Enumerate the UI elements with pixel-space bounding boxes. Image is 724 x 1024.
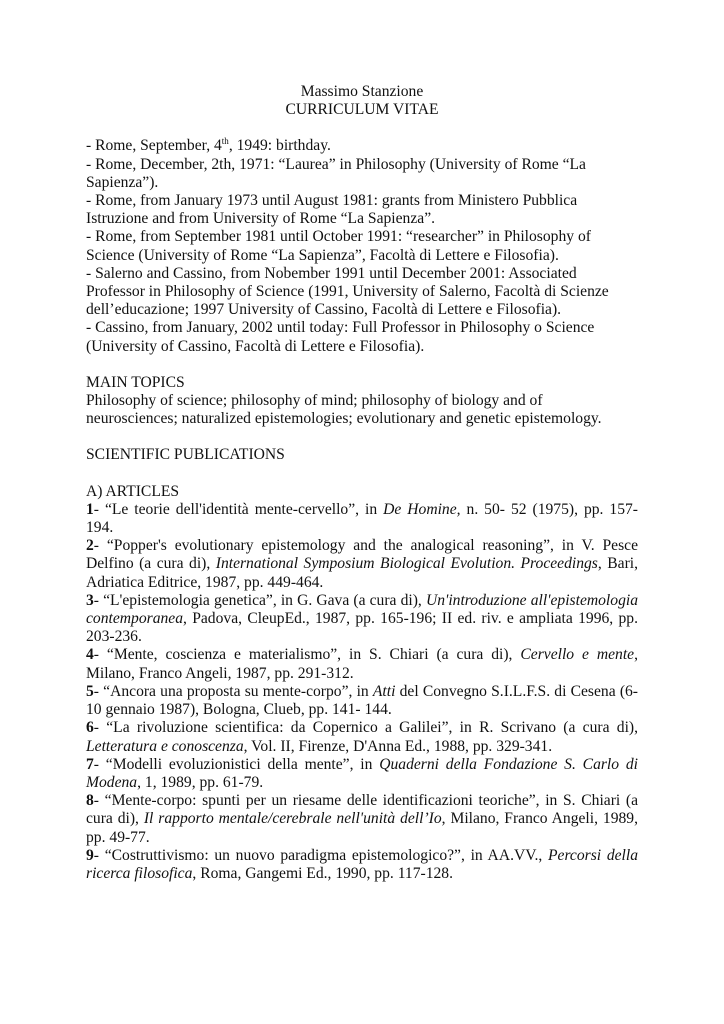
article-text: - “Costruttivismo: un nuovo paradigma epistemologico?”, in AA.VV., <box>93 846 548 864</box>
document-page <box>86 83 638 883</box>
bio-line-associate: - Salerno and Cassino, from Nobember 1991 until December 2001: Associated Professor in Philosophy of Science (1991, University of Salerno, Facoltà di Scienze dell’educazione; 1997 University of Cassino, Facoltà di Lettere e Filosofia). <box>86 264 609 319</box>
article-source: Quaderni della Fondazione S. Carlo di Modena <box>86 755 638 791</box>
article-entry <box>86 792 638 847</box>
article-source: Percorsi della ricerca filosofica <box>86 846 639 882</box>
publications-heading: SCIENTIFIC PUBLICATIONS <box>86 446 285 464</box>
article-number: 9 <box>86 846 94 864</box>
article-source: De Homine, <box>383 500 461 518</box>
article-text: - “La rivoluzione scientifica: da Copernico a Galilei”, in R. Scrivano (a cura di), <box>93 719 638 737</box>
article-details: , Milano, Franco Angeli, 1987, pp. 291-312. <box>86 646 638 682</box>
article-number: 6 <box>86 719 94 737</box>
article-number: 1 <box>86 500 94 518</box>
article-number: 7 <box>86 755 94 773</box>
bio-line-laurea: - Rome, December, 2th, 1971: “Laurea” in Philosophy (University of Rome “La Sapienza”). <box>86 155 586 191</box>
article-number: 3 <box>86 591 94 609</box>
article-text: - “Popper's evolutionary epistemology and the analogical reasoning”, in V. Pesce Delfino (a cura di), <box>86 537 638 573</box>
bio-text: - Rome, September, 4 <box>86 137 222 155</box>
article-details: , Roma, Gangemi Ed., 1990, pp. 117-128. <box>192 864 453 882</box>
article-details: , Milano, Franco Angeli, 1989, pp. 49-77. <box>86 810 638 846</box>
ordinal-suffix: th <box>221 136 229 147</box>
article-entry <box>86 719 638 755</box>
article-source: Un'introduzione all'epistemologia contemporanea <box>86 591 638 628</box>
article-details: , Padova, CleupEd., 1987, pp. 165-196; II ed. riv. e ampliata 1996, pp. 203-236. <box>86 610 638 646</box>
bio-line-grants: - Rome, from January 1973 until August 1981: grants from Ministero Pubblica Istruzione and from University of Rome “La Sapienza”. <box>86 192 578 228</box>
article-entry <box>86 537 638 592</box>
article-details: , 1, 1989, pp. 61-79. <box>137 773 264 791</box>
article-entry <box>86 683 638 719</box>
article-text: - “L'epistemologia genetica”, in G. Gava (a cura di), <box>93 591 426 609</box>
article-number: 8 <box>86 792 94 810</box>
article-details: , Vol. II, Firenze, D'Anna Ed., 1988, pp. 329-341. <box>243 737 553 755</box>
bio-line-birth <box>86 137 638 155</box>
spacer <box>86 465 638 483</box>
topics-text: Philosophy of science; philosophy of mind; philosophy of biology and of neurosciences; naturalized epistemologies; evolutionary and genetic epistemology. <box>86 392 602 428</box>
article-entry <box>86 646 638 682</box>
article-source: Letteratura e conoscenza <box>86 737 244 755</box>
article-text: - “Modelli evoluzionistici della mente”, in <box>93 755 380 773</box>
author-name: Massimo Stanzione <box>300 83 424 100</box>
bio-text: , 1949: birthday. <box>228 137 331 155</box>
article-source: Atti <box>372 682 396 700</box>
article-text: - “Ancora una proposta su mente-corpo”, in <box>93 682 373 700</box>
article-source: International Symposium Biological Evolution. Proceedings <box>215 555 598 573</box>
articles-heading: A) ARTICLES <box>86 482 180 500</box>
spacer <box>86 119 638 137</box>
article-entry <box>86 501 638 537</box>
article-details: , Bari, Adriatica Editrice, 1987, pp. 449-464. <box>86 555 639 591</box>
article-entry <box>86 847 638 883</box>
article-text: - “Mente, coscienza e materialismo”, in S. Chiari (a cura di), <box>93 646 521 664</box>
bio-line-researcher: - Rome, from September 1981 until October 1991: “researcher” in Philosophy of Science (University of Rome “La Sapienza”, Facoltà di Lettere e Filosofia). <box>86 228 591 264</box>
articles-list <box>86 501 638 883</box>
bio-line-full-professor: - Cassino, from January, 2002 until today: Full Professor in Philosophy o Science (University of Cassino, Facoltà di Lettere e Filosofia). <box>86 319 595 355</box>
document-title: CURRICULUM VITAE <box>285 101 439 119</box>
article-number: 4 <box>86 646 94 664</box>
article-source: Cervello e mente <box>520 646 635 664</box>
article-entry <box>86 592 638 647</box>
article-details: n. 50- 52 (1975), pp. 157-194. <box>86 500 639 537</box>
article-number: 5 <box>86 682 94 700</box>
article-source: Il rapporto mentale/cerebrale nell'unità dell’Io <box>143 810 442 828</box>
article-text: - “Le teorie dell'identità mente-cervello”, in <box>93 500 384 518</box>
spacer <box>86 356 638 374</box>
topics-heading: MAIN TOPICS <box>86 373 185 391</box>
article-details: del Convegno S.I.L.F.S. di Cesena (6-10 gennaio 1987), Bologna, Clueb, pp. 141- 144. <box>86 682 638 719</box>
spacer <box>86 428 638 446</box>
article-entry <box>86 756 638 792</box>
article-number: 2 <box>86 537 94 555</box>
article-text: - “Mente-corpo: spunti per un riesame delle identificazioni teoriche”, in S. Chiari (a cura di), <box>86 792 638 828</box>
